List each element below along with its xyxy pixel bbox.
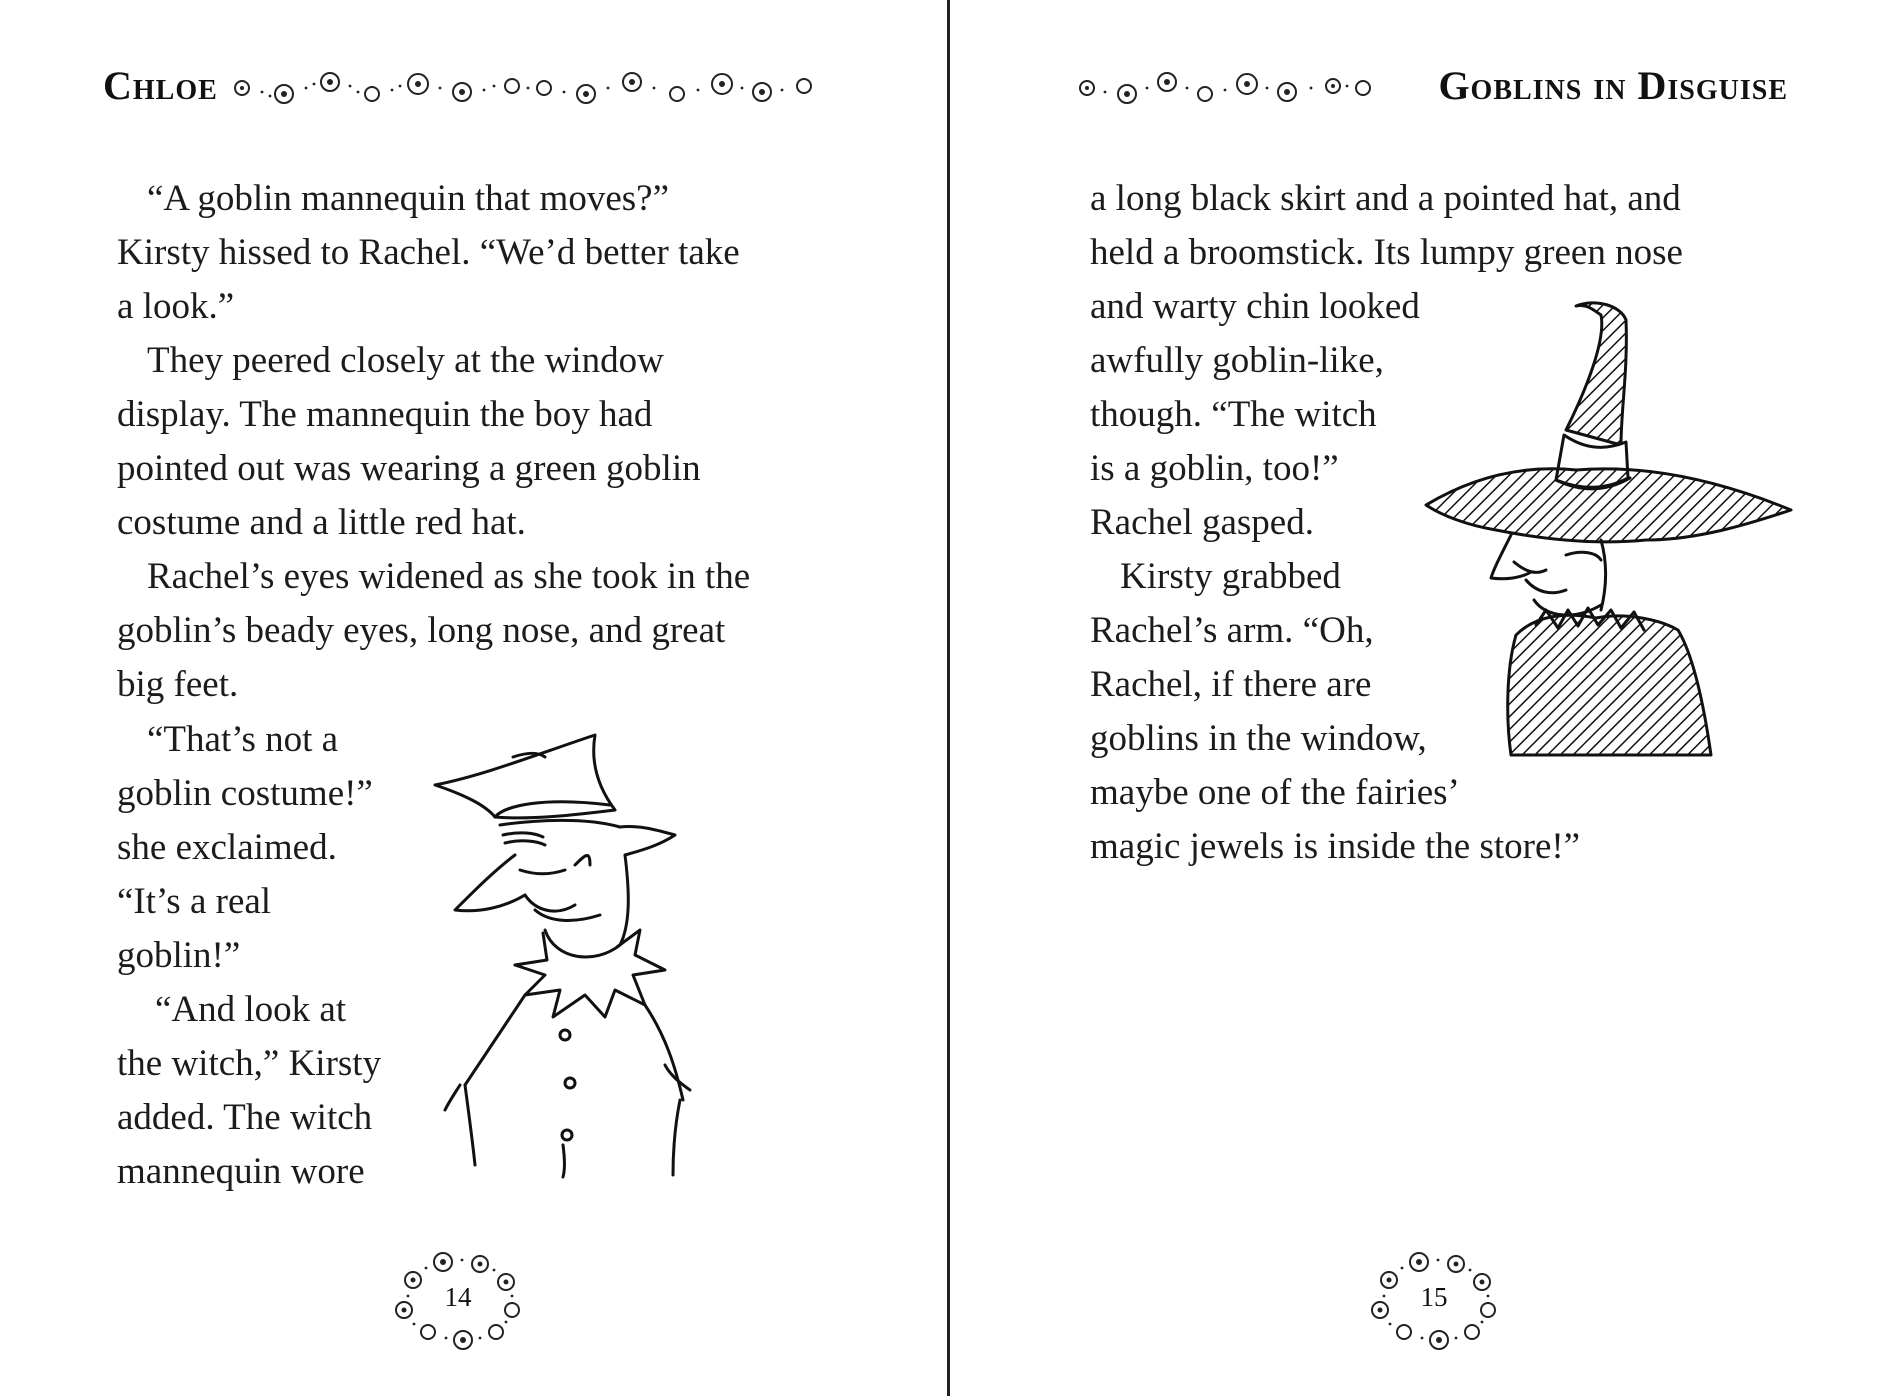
text-line: awfully goblin-like, — [1090, 340, 1384, 381]
text-line: is a goblin, too!” — [1090, 448, 1339, 489]
text-line: “It’s a real — [117, 881, 272, 922]
text-line: “That’s not a — [147, 719, 339, 760]
text-line: and warty chin looked — [1090, 286, 1420, 327]
page-number-ornament-right — [1364, 1248, 1504, 1358]
text-line: she exclaimed. — [117, 827, 337, 868]
text-line: Rachel gasped. — [1090, 502, 1314, 543]
jewel-rule-left — [222, 66, 822, 110]
witch-illustration — [1416, 300, 1806, 760]
right-page — [951, 0, 1892, 1396]
left-body-text — [117, 172, 757, 712]
paragraph: They peered closely at the window display. The mannequin the boy had pointed out was wearing a green goblin costume and a little red hat. — [117, 340, 701, 543]
running-head-right: Goblins in Disguise — [1438, 63, 1788, 108]
text-line: Kirsty grabbed — [1120, 556, 1341, 597]
goblin-illustration — [425, 705, 745, 1180]
text-line: Rachel, if there are — [1090, 664, 1372, 705]
jewel-rule-right — [1075, 66, 1375, 110]
page-number-ornament-left — [388, 1248, 528, 1358]
text-line: a long black skirt and a pointed hat, and — [1090, 178, 1681, 219]
running-head-left: Chloe — [103, 63, 218, 108]
text-line: Rachel’s arm. “Oh, — [1090, 610, 1374, 651]
paragraph: “A goblin mannequin that moves?” Kirsty hissed to Rachel. “We’d better take a look.” — [117, 178, 740, 327]
text-line: goblins in the window, — [1090, 718, 1427, 759]
text-line: held a broomstick. Its lumpy green nose — [1090, 232, 1683, 273]
text-line: goblin!” — [117, 935, 241, 976]
text-line: though. “The witch — [1090, 394, 1377, 435]
text-line: goblin costume!” — [117, 773, 373, 814]
spread-gutter-divider — [947, 0, 950, 1396]
text-line: magic jewels is inside the store!” — [1090, 826, 1581, 867]
text-line: “And look at — [155, 989, 347, 1030]
text-line: the witch,” Kirsty — [117, 1043, 382, 1084]
page-number: 14 — [444, 1282, 472, 1312]
right-narrow-text — [1090, 280, 1581, 874]
left-narrow-text — [117, 713, 427, 1199]
page-number: 15 — [1420, 1282, 1448, 1312]
text-line: added. The witch — [117, 1097, 373, 1138]
right-body-text — [1090, 172, 1730, 280]
text-line: maybe one of the fairies’ — [1090, 772, 1460, 813]
text-line: mannequin wore — [117, 1151, 365, 1192]
paragraph: Rachel’s eyes widened as she took in the goblin’s beady eyes, long nose, and great big feet. — [117, 556, 751, 705]
